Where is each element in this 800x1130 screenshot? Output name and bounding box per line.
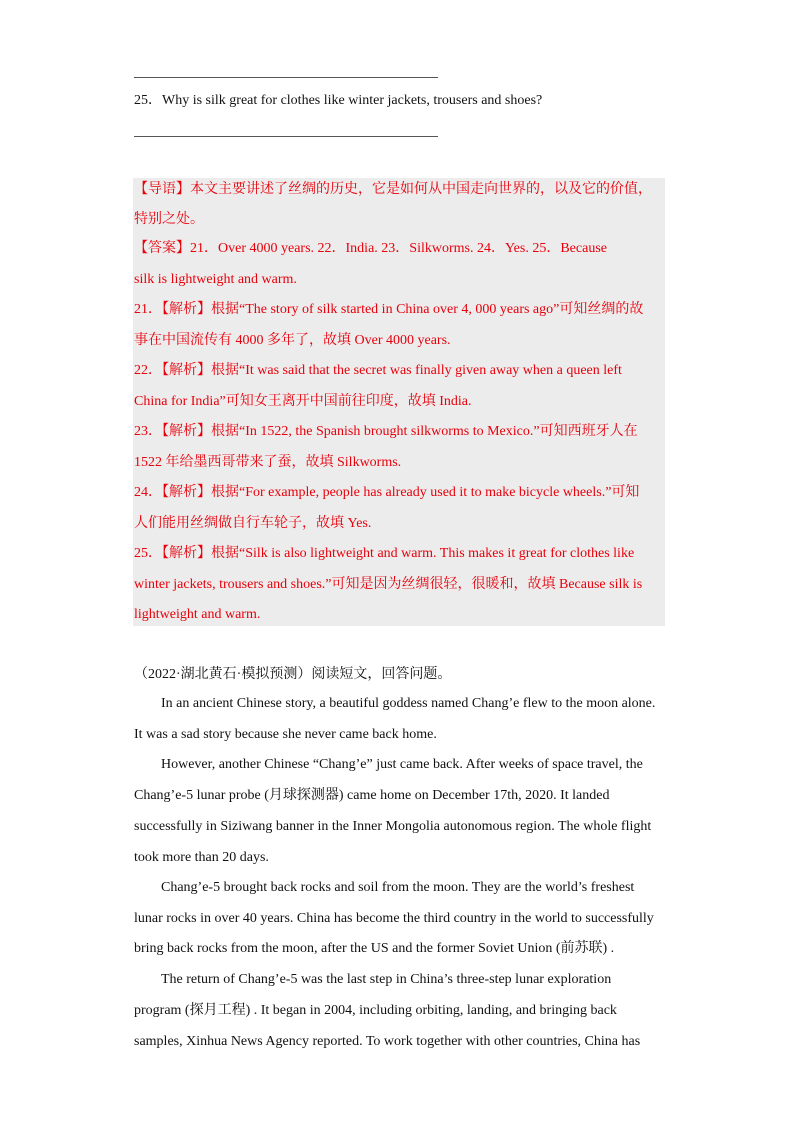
passage-source: （2022·湖北黄石·模拟预测）阅读短文，回答问题。	[134, 667, 452, 682]
answer-line: 25．【解析】根据“Silk is also lightweight and warm. This makes it great for clothes like	[134, 546, 635, 561]
passage-line: In an ancient Chinese story, a beautiful goddess named Chang’e flew to the moon alone.	[161, 696, 656, 711]
answer-line: 22．【解析】根据“It was said that the secret was finally given away when a queen left	[134, 363, 622, 378]
answer-blank-line-24	[134, 77, 438, 78]
answer-line: 1522 年给墨西哥带来了蚕，故填 Silkworms.	[134, 455, 402, 470]
passage-line: The return of Chang’e-5 was the last step in China’s three-step lunar exploration	[161, 972, 612, 987]
passage-line: took more than 20 days.	[134, 850, 269, 865]
question-25: 25．Why is silk great for clothes like winter jackets, trousers and shoes?	[134, 93, 543, 108]
answer-line: 21．【解析】根据“The story of silk started in China over 4, 000 years ago”可知丝绸的故	[134, 302, 644, 317]
answer-line: 23．【解析】根据“In 1522, the Spanish brought silkworms to Mexico.”可知西班牙人在	[134, 424, 638, 439]
answer-line: China for India”可知女王离开中国前往印度，故填 India.	[134, 394, 472, 409]
passage-line: samples, Xinhua News Agency reported. To work together with other countries, China has	[134, 1034, 641, 1049]
passage-line: successfully in Siziwang banner in the Inner Mongolia autonomous region. The whole flight	[134, 819, 652, 834]
passage-line: bring back rocks from the moon, after the US and the former Soviet Union (前苏联) .	[134, 941, 615, 956]
answer-line: 【答案】21．Over 4000 years. 22．India. 23．Silkworms. 24．Yes. 25．Because	[134, 241, 607, 256]
answer-line: 特别之处。	[134, 212, 204, 227]
answer-blank-line-25	[134, 136, 438, 137]
answer-line: winter jackets, trousers and shoes.”可知是因为丝绸很轻，很暖和，故填 Because silk is	[134, 577, 643, 592]
passage-line: It was a sad story because she never came back home.	[134, 727, 437, 742]
answer-line: 【导语】本文主要讲述了丝绸的历史，它是如何从中国走向世界的，以及它的价值，	[134, 182, 652, 197]
answer-line: 人们能用丝绸做自行车轮子，故填 Yes.	[134, 516, 372, 531]
passage-line: program (探月工程) . It began in 2004, including orbiting, landing, and bringing back	[134, 1003, 617, 1018]
passage-line: However, another Chinese “Chang’e” just came back. After weeks of space travel, the	[161, 757, 643, 772]
passage-line: Chang’e-5 lunar probe (月球探测器) came home on December 17th, 2020. It landed	[134, 788, 610, 803]
answer-line: 事在中国流传有 4000 多年了，故填 Over 4000 years.	[134, 333, 451, 348]
answer-explanation-box	[133, 178, 665, 626]
answer-line: 24．【解析】根据“For example, people has already used it to make bicycle wheels.”可知	[134, 485, 640, 500]
passage-line: lunar rocks in over 40 years. China has become the third country in the world to successfully	[134, 911, 654, 926]
answer-line: lightweight and warm.	[134, 607, 261, 622]
answer-line: silk is lightweight and warm.	[134, 272, 297, 287]
passage-line: Chang’e-5 brought back rocks and soil from the moon. They are the world’s freshest	[161, 880, 635, 895]
